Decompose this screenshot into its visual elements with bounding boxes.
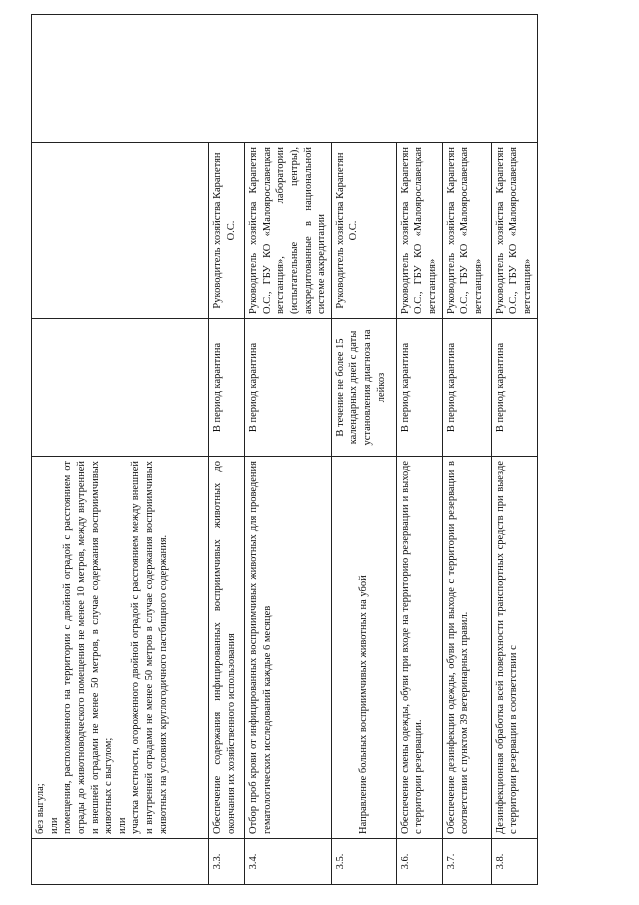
row-number: 3.5. bbox=[331, 839, 396, 885]
row-term: В период карантина bbox=[491, 319, 537, 457]
row-term: В течение не более 15 календарных дней с даты установления диагноза на лейкоз bbox=[331, 319, 396, 457]
row-term: В период карантина bbox=[442, 319, 491, 457]
row-term: В период карантина bbox=[209, 319, 245, 457]
row-term: В период карантина bbox=[396, 319, 442, 457]
row-action: Обеспечение содержания инфицированных восприимчивых животных до окончания их хозяйственного использования bbox=[209, 457, 245, 839]
row-number: 3.8. bbox=[491, 839, 537, 885]
row-number: 3.7. bbox=[442, 839, 491, 885]
continuation-line: или bbox=[48, 817, 60, 834]
row-number: 3.6. bbox=[396, 839, 442, 885]
table-row bbox=[491, 15, 537, 885]
continuation-line: или bbox=[116, 817, 128, 834]
row-action: Отбор проб крови от инфицированных восприимчивых животных для проведения гематологических исследований каждые 6 месяцев bbox=[245, 457, 332, 839]
continuation-line: без выгула; bbox=[35, 783, 46, 834]
row-number: 3.4. bbox=[245, 839, 332, 885]
table-row bbox=[396, 15, 442, 885]
row-responsible: Руководитель хозяйства Карапетян О.С. bbox=[331, 143, 396, 319]
cell-term-empty bbox=[32, 319, 209, 457]
row-responsible: Руководитель хозяйства Карапетян О.С., ГБУ КО «Малоярославецкая ветстанция» bbox=[491, 143, 537, 319]
continuation-line: участка местности, огороженного двойной оградой с расстоянием между внешней и внутренней оградами не менее 50 метров в случае содержания восприимчивых животных на условиях круглогодичного пастбищного содержания. bbox=[130, 461, 169, 834]
measures-table bbox=[31, 14, 538, 885]
table-row-continuation bbox=[32, 15, 209, 885]
row-action: Обеспечение смены одежды, обуви при входе на территорию резервации и выходе с территории резервации. bbox=[396, 457, 442, 839]
row-responsible: Руководитель хозяйства Карапетян О.С., ГБУ КО «Малоярославецкая ветстанция» bbox=[442, 143, 491, 319]
table-row bbox=[209, 15, 245, 885]
table-row bbox=[331, 15, 396, 885]
table-row bbox=[442, 15, 491, 885]
cell-extra-empty bbox=[32, 15, 538, 143]
row-term: В период карантина bbox=[245, 319, 332, 457]
row-responsible: Руководитель хозяйства Карапетян О.С., ГБУ КО «Малоярославецкая ветстанция» bbox=[396, 143, 442, 319]
cell-number-empty bbox=[32, 839, 209, 885]
row-responsible: Руководитель хозяйства Карапетян О.С., ГБУ КО «Малоярославецкая ветстанция», лаборатории (испытательные центры), аккредитованные в национальной системе аккредитации bbox=[245, 143, 332, 319]
row-action: Дезинфекционная обработка всей поверхности транспортных средств при выезде с территории резервации в соответствии с bbox=[491, 457, 537, 839]
row-number: 3.3. bbox=[209, 839, 245, 885]
continuation-line: помещения, расположенного на территории с двойной оградой с расстоянием от ограды до животноводческого помещения не менее 10 метров, между внутренней и внешней оградами не менее 50 метров, в случае содержания восприимчивых животных с выгулом; bbox=[62, 461, 115, 834]
row-responsible: Руководитель хозяйства Карапетян О.С. bbox=[209, 143, 245, 319]
row-action: Обеспечение дезинфекции одежды, обуви при выходе с территории резервации в соответствии с пунктом 39 ветеринарных правил. bbox=[442, 457, 491, 839]
cell-action-continuation bbox=[32, 457, 209, 839]
cell-responsible-empty bbox=[32, 143, 209, 319]
row-action: Направление больных восприимчивых животных на убой bbox=[331, 457, 396, 839]
table-row bbox=[245, 15, 332, 885]
